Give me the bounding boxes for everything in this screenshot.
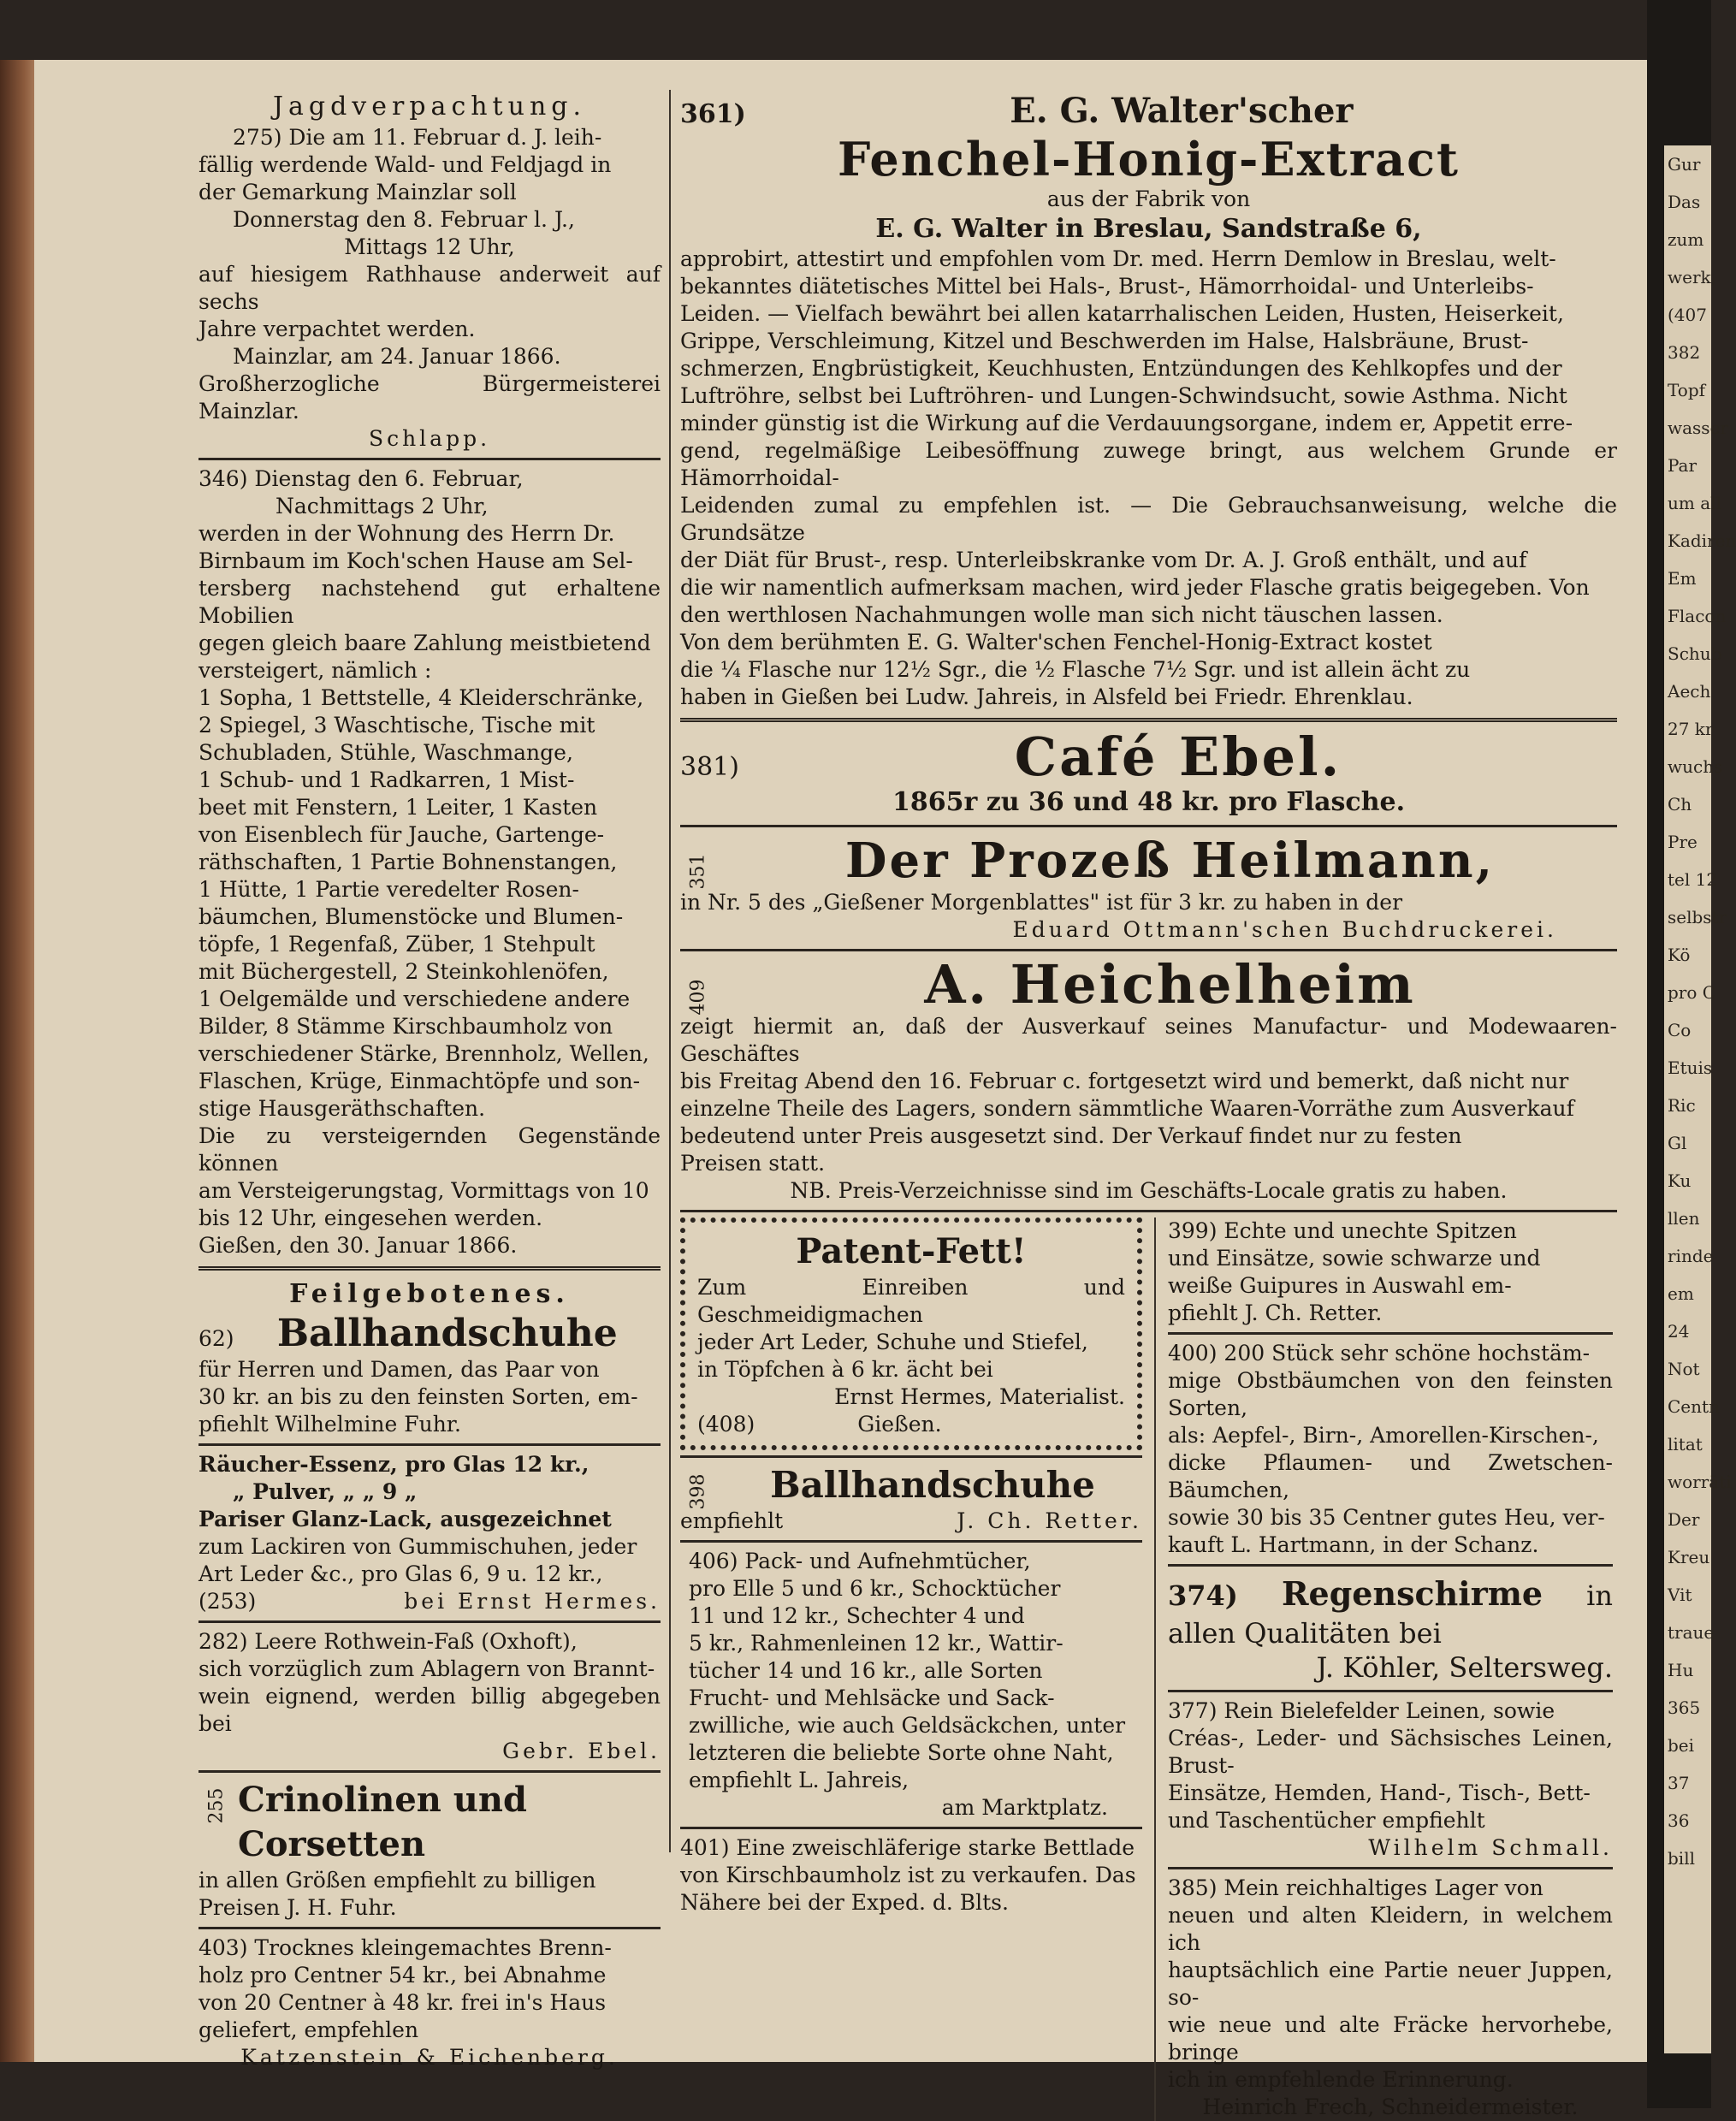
feil-title: Feilgebotenes. <box>289 1279 570 1309</box>
walter-ad <box>680 90 1617 711</box>
signature: Heinrich Frech, Schneidermeister. <box>1202 2094 1579 2119</box>
edge-fragment: Kreu <box>1668 1547 1710 1567</box>
text-line: von Eisenblech für Jauche, Gartenge- <box>198 822 605 847</box>
divider <box>680 1827 1142 1829</box>
text-line: den werthlosen Nachahmungen wolle man sich nicht täuschen lassen. <box>680 602 1443 627</box>
ad-number: 374) <box>1168 1579 1238 1612</box>
crinolinen-ad <box>198 1778 661 1922</box>
text-line: Nähere bei der Exped. d. Blts. <box>680 1890 1009 1915</box>
left-column <box>198 90 661 2071</box>
text-line: pfiehlt J. Ch. Retter. <box>1168 1300 1383 1325</box>
edge-fragment: Das <box>1668 192 1701 212</box>
text-line: in Nr. 5 des „Gießener Morgenblattes" ist für 3 kr. zu haben in der <box>680 890 1403 915</box>
text-line: empfiehlt <box>680 1508 784 1533</box>
text-line: Donnerstag den 8. Februar l. J., <box>233 207 575 232</box>
text-line: E. G. Walter in Breslau, Sandstraße 6, <box>875 214 1422 244</box>
edge-fragment: 365 <box>1668 1697 1701 1718</box>
text-line: Nachmittags 2 Uhr, <box>276 494 489 518</box>
text-line: werden in der Wohnung des Herrn Dr. <box>198 521 615 546</box>
text-line: 1 Sopha, 1 Bettstelle, 4 Kleiderschränke, <box>198 685 644 710</box>
divider <box>1168 1332 1613 1335</box>
ballhandschuhe-ad <box>680 1463 1142 1535</box>
ad-headline: Regenschirme <box>1281 1574 1543 1613</box>
signature: empfiehlt L. Jahreis, <box>689 1768 909 1792</box>
text-line: Grippe, Verschleimung, Kitzel und Beschwerden im Halse, Halsbräune, Brust- <box>680 329 1529 353</box>
text-line: pfiehlt Wilhelmine Fuhr. <box>198 1412 461 1437</box>
text-line: beet mit Fenstern, 1 Leiter, 1 Kasten <box>198 795 598 820</box>
text-line: wein eignend, werden billig abgegeben bei <box>198 1684 661 1736</box>
ad-headline: Der Prozeß Heilmann, <box>844 832 1496 889</box>
divider <box>198 458 661 460</box>
text-line: weiße Guipures in Auswahl em- <box>1168 1273 1512 1298</box>
text-line: töpfe, 1 Regenfaß, Züber, 1 Stehpult <box>198 932 595 957</box>
edge-fragment: Ku <box>1668 1170 1692 1191</box>
text-line: Pariser Glanz-Lack, ausgezeichnet <box>198 1507 612 1532</box>
ad-number: 351 <box>687 853 709 890</box>
text-line: Von dem berühmten E. G. Walter'schen Fenchel-Honig-Extract kostet <box>680 630 1432 655</box>
text-line: holz pro Centner 54 kr., bei Abnahme <box>198 1963 607 1988</box>
sub-column-right <box>1154 1218 1613 2121</box>
text-line: bis 12 Uhr, eingesehen werden. <box>198 1206 543 1230</box>
divider <box>198 1927 661 1929</box>
edge-fragment: Ric <box>1668 1095 1696 1116</box>
text-line: tücher 14 und 16 kr., alle Sorten <box>689 1658 1043 1683</box>
text-line: NB. Preis-Verzeichnisse sind im Geschäfts-Locale gratis zu haben. <box>790 1178 1508 1203</box>
divider <box>680 825 1617 827</box>
text-line: die ¼ Flasche nur 12½ Sgr., die ½ Flasche 7½ Sgr. und ist allein ächt zu <box>680 657 1471 682</box>
text-line: tersberg nachstehend gut erhaltene Mobilien <box>198 576 661 628</box>
text-line: 1 Hütte, 1 Partie veredelter Rosen- <box>198 877 579 902</box>
text-line: Preisen J. H. Fuhr. <box>198 1895 397 1920</box>
edge-fragment: wuchs <box>1668 756 1723 777</box>
text-line: zwilliche, wie auch Geldsäckchen, unter <box>689 1713 1126 1738</box>
edge-fragment: tel 12 <box>1668 869 1718 890</box>
text-line: geliefert, empfehlen <box>198 2017 419 2042</box>
text-line: sowie 30 bis 35 Centner gutes Heu, ver- <box>1168 1505 1605 1530</box>
text-line: versteigert, nämlich : <box>198 658 432 683</box>
text-line: räthschaften, 1 Partie Bohnenstangen, <box>198 850 618 874</box>
text-line: Die zu versteigernden Gegenstände können <box>198 1123 661 1176</box>
ad-number: 361) <box>680 99 746 129</box>
edge-fragment: bei <box>1668 1735 1695 1756</box>
text-line: Ernst Hermes, Materialist. <box>834 1384 1125 1409</box>
text-line: 2 Spiegel, 3 Waschtische, Tische mit <box>198 713 595 738</box>
text-line: kauft L. Hartmann, in der Schanz. <box>1168 1532 1539 1557</box>
text-line: Einsätze, Hemden, Hand-, Tisch-, Bett- <box>1168 1780 1591 1805</box>
text-line: von 20 Centner à 48 kr. frei in's Haus <box>198 1990 607 2015</box>
text-line: bis Freitag Abend den 16. Februar c. fortgesetzt wird und bemerkt, daß nicht nur <box>680 1069 1569 1093</box>
kleider-ad <box>1168 1875 1613 2121</box>
edge-fragment: Co <box>1668 1020 1692 1040</box>
edge-fragment: Gl <box>1668 1133 1687 1153</box>
edge-fragment: werk, <box>1668 267 1716 287</box>
bettlade-ad <box>680 1834 1142 1917</box>
right-column <box>680 90 1617 2121</box>
text-line: Mainzlar, am 24. Januar 1866. <box>233 344 561 369</box>
edge-fragment: 37 <box>1668 1773 1690 1793</box>
edge-fragment: Etuis <box>1668 1058 1713 1078</box>
signature: am Marktplatz. <box>941 1795 1108 1820</box>
prozess-ad <box>680 832 1617 944</box>
text-line: minder günstig ist die Wirkung auf die Verdauungsorgane, indem er, Appetit erre- <box>680 411 1573 435</box>
text-line: Preisen statt. <box>680 1151 826 1176</box>
edge-fragment: Not <box>1668 1359 1700 1379</box>
edge-fragment: um all <box>1668 493 1721 513</box>
divider <box>680 1540 1142 1543</box>
divider <box>680 1455 1142 1458</box>
text-line: Bilder, 8 Stämme Kirschbaumholz von <box>198 1014 613 1039</box>
edge-fragment: 382 <box>1668 342 1701 363</box>
signature: Eduard Ottmann'schen Buchdruckerei. <box>1012 917 1557 942</box>
leinen-ad <box>1168 1697 1613 1862</box>
ad-number: 62) <box>198 1326 234 1351</box>
text-line: Leiden. — Vielfach bewährt bei allen katarrhalischen Leiden, Husten, Heiserkeit, <box>680 301 1564 326</box>
text-line: 1 Schub- und 1 Radkarren, 1 Mist- <box>198 767 575 792</box>
text-line: bedeutend unter Preis ausgesetzt sind. Der Verkauf findet nur zu festen <box>680 1123 1462 1148</box>
text-line: Schubladen, Stühle, Waschmange, <box>198 740 573 765</box>
text-line: gend, regelmäßige Leibesöffnung zuwege bringt, aus welchem Grunde er Hämorrhoidal- <box>680 438 1617 490</box>
text-line: der Diät für Brust-, resp. Unterleibskranke vom Dr. A. J. Groß enthält, und auf <box>680 548 1527 572</box>
text-line: wie neue und alte Fräcke hervorhebe, bringe <box>1168 2012 1613 2065</box>
text-line: bekanntes diätetisches Mittel bei Hals-, Brust-, Hämorrhoidal- und Unterleibs- <box>680 274 1534 299</box>
text-line: am Versteigerungstag, Vormittags von 10 <box>198 1178 649 1203</box>
ad-number: 381) <box>680 752 739 782</box>
edge-fragment: bill <box>1668 1848 1695 1869</box>
text-line: jeder Art Leder, Schuhe und Stiefel, <box>697 1330 1088 1354</box>
text-line: für Herren und Damen, das Paar von <box>198 1357 600 1382</box>
signature: bei Ernst Hermes. <box>404 1589 661 1614</box>
text-line: Jahre verpachtet werden. <box>198 317 476 341</box>
edge-fragment: llen <box>1668 1208 1700 1229</box>
text-line: aus der Fabrik von <box>1046 187 1251 211</box>
holz-ad <box>198 1934 661 2071</box>
text-line: Flaschen, Krüge, Einmachtöpfe und son- <box>198 1069 641 1093</box>
auction-ad <box>198 465 661 1259</box>
divider <box>680 949 1617 951</box>
ad-brand: E. G. Walter'scher <box>1010 91 1354 131</box>
text-line: approbirt, attestirt und empfohlen vom Dr. med. Herrn Demlow in Breslau, welt- <box>680 246 1556 271</box>
ad-headline: Ballhandschuhe <box>770 1464 1095 1506</box>
edge-fragment: Topf <box>1668 380 1706 400</box>
feil-section <box>198 1277 661 1438</box>
signature: Gebr. Ebel. <box>502 1739 661 1763</box>
edge-fragment: 27 kr <box>1668 719 1714 739</box>
text-line: stige Hausgeräthschaften. <box>198 1096 486 1121</box>
column-divider <box>669 90 671 1852</box>
edge-fragment: traue <box>1668 1622 1715 1643</box>
text-line: von Kirschbaumholz ist zu verkaufen. Das <box>680 1863 1136 1887</box>
ad-number: (253) <box>198 1589 257 1614</box>
divider <box>198 1770 661 1773</box>
text-line: bäumchen, Blumenstöcke und Blumen- <box>198 904 624 929</box>
text-line: neuen und alten Kleidern, in welchem ich <box>1168 1903 1613 1955</box>
text-line: 403) Trocknes kleingemachtes Brenn- <box>198 1935 612 1960</box>
text-line: 346) Dienstag den 6. Februar, <box>198 466 524 491</box>
text-line: „ Pulver, „ „ 9 „ <box>233 1479 418 1504</box>
edge-fragment: Hu <box>1668 1660 1694 1680</box>
jagd-title: Jagdverpachtung. <box>272 92 586 121</box>
text-line: ich in empfehlende Erinnerung. <box>1168 2067 1514 2092</box>
text-line: 275) Die am 11. Februar d. J. leih- <box>233 125 602 150</box>
text-line: pro Elle 5 und 6 kr., Schocktücher <box>689 1576 1061 1601</box>
ad-number: 255 <box>205 1787 228 1824</box>
next-page-edge <box>1664 145 1736 2053</box>
text-line: 385) Mein reichhaltiges Lager von <box>1168 1875 1543 1900</box>
text-line: der Gemarkung Mainzlar soll <box>198 180 517 204</box>
edge-fragment: Centn <box>1668 1396 1720 1417</box>
text-line: 377) Rein Bielefelder Leinen, sowie <box>1168 1698 1555 1723</box>
signature: J. Ch. Retter. <box>957 1508 1142 1533</box>
wein-ad <box>198 1628 661 1765</box>
jagd-ad <box>198 90 661 453</box>
edge-fragment: wasser <box>1668 418 1728 438</box>
text-line: und Taschentücher empfiehlt <box>1168 1808 1485 1833</box>
divider <box>1168 1867 1613 1869</box>
ad-headline: Ballhandschuhe <box>276 1312 618 1355</box>
edge-fragment: zum <box>1668 229 1704 250</box>
text-line: Gießen. <box>857 1412 942 1437</box>
edge-fragment: em <box>1668 1283 1694 1304</box>
text-line: in allen Größen empfiehlt zu billigen <box>198 1868 596 1893</box>
text-line: dicke Pflaumen- und Zwetschen-Bäumchen, <box>1168 1450 1613 1502</box>
edge-fragment: Par <box>1668 455 1697 476</box>
text-line: Mittags 12 Uhr, <box>344 234 515 259</box>
ad-headline: A. Heichelheim <box>924 953 1416 1016</box>
text-line: sich vorzüglich zum Ablagern von Brannt- <box>198 1656 655 1681</box>
spitzen-ad <box>1168 1218 1613 1327</box>
edge-fragment: Aech <box>1668 681 1711 702</box>
edge-fragment: Schub <box>1668 643 1722 664</box>
divider <box>680 1210 1617 1212</box>
ad-number: (408) <box>697 1412 755 1437</box>
text-line: als: Aepfel-, Birn-, Amorellen-Kirschen-, <box>1168 1423 1599 1448</box>
text-line: 1865r zu 36 und 48 kr. pro Flasche. <box>892 787 1406 817</box>
text-line: schmerzen, Engbrüstigkeit, Keuchhusten, Entzündungen des Kehlkopfes und der <box>680 356 1562 381</box>
schirme-ad <box>1168 1572 1613 1685</box>
text-line: mit Büchergestell, 2 Steinkohlenöfen, <box>198 959 609 984</box>
divider <box>1168 1564 1613 1567</box>
text-line: einzelne Theile des Lagers, sondern sämmtliche Waaren-Vorräthe zum Ausverkauf <box>680 1096 1574 1121</box>
text-line: 11 und 12 kr., Schechter 4 und <box>689 1603 1025 1628</box>
edge-fragment: pro C <box>1668 982 1716 1003</box>
divider <box>198 1266 661 1271</box>
edge-fragment: 24 <box>1668 1321 1690 1342</box>
divider <box>680 718 1617 722</box>
text-line: verschiedener Stärke, Brennholz, Wellen, <box>198 1041 649 1066</box>
heichelheim-ad <box>680 953 1617 1205</box>
edge-fragment: Der <box>1668 1509 1700 1530</box>
edge-fragment: 36 <box>1668 1810 1690 1831</box>
edge-fragment: rinde <box>1668 1246 1714 1266</box>
text-line: Gießen, den 30. Januar 1866. <box>198 1233 518 1258</box>
text-line: in <box>1586 1579 1613 1612</box>
raucher-ad <box>198 1451 661 1615</box>
ad-headline: Fenchel-Honig-Extract <box>838 132 1460 187</box>
text-line: zeigt hiermit an, daß der Ausverkauf seines Manufactur- und Modewaaren-Geschäftes <box>680 1014 1617 1066</box>
text-line: Räucher-Essenz, pro Glas 12 kr., <box>198 1452 590 1477</box>
ad-headline: Patent-Fett! <box>796 1231 1027 1271</box>
edge-fragment: Vit <box>1668 1585 1692 1605</box>
text-line: in Töpfchen à 6 kr. ächt bei <box>697 1357 993 1382</box>
signature: Wilhelm Schmall. <box>1368 1835 1613 1860</box>
text-line: die wir namentlich aufmerksam machen, wird jeder Flasche gratis beigegeben. Von <box>680 575 1590 600</box>
cafe-ad <box>680 726 1617 820</box>
text-line: Leidenden zumal zu empfehlen ist. — Die Gebrauchsanweisung, welche die Grundsätze <box>680 493 1617 545</box>
text-line: Großherzogliche Bürgermeisterei Mainzlar. <box>198 371 661 424</box>
edge-fragment: Pre <box>1668 832 1697 852</box>
edge-fragment: selbstr <box>1668 907 1727 927</box>
ad-headline: Crinolinen und Corsetten <box>238 1780 527 1864</box>
tuecher-ad <box>680 1548 1142 1822</box>
edge-fragment: Gur <box>1668 154 1701 175</box>
signature: J. Köhler, Seltersweg. <box>1316 1651 1613 1684</box>
text-line: fällig werdende Wald- und Feldjagd in <box>198 152 612 177</box>
text-line: Birnbaum im Koch'schen Hause am Sel- <box>198 548 633 573</box>
edge-fragment: Kadiren <box>1668 530 1736 551</box>
text-line: haben in Gießen bei Ludw. Jahreis, in Alsfeld bei Friedr. Ehrenklau. <box>680 684 1413 709</box>
text-line: Créas-, Leder- und Sächsisches Leinen, Brust- <box>1168 1726 1613 1778</box>
edge-fragment: worräti <box>1668 1472 1732 1492</box>
ad-number: 398 <box>687 1473 709 1510</box>
sub-column-left <box>680 1218 1142 2121</box>
edge-fragment: Ch <box>1668 794 1692 815</box>
signature: Schlapp. <box>368 426 491 451</box>
text-line: 399) Echte und unechte Spitzen <box>1168 1218 1517 1243</box>
text-line: 1 Oelgemälde und verschiedene andere <box>198 986 631 1011</box>
text-line: und Einsätze, sowie schwarze und <box>1168 1246 1541 1271</box>
text-line: hauptsächlich eine Partie neuer Juppen, so- <box>1168 1958 1613 2010</box>
text-line: zum Lackiren von Gummischuhen, jeder <box>198 1534 637 1559</box>
text-line: 282) Leere Rothwein-Faß (Oxhoft), <box>198 1629 578 1654</box>
text-line: 401) Eine zweischläferige starke Bettlade <box>680 1835 1135 1860</box>
text-line: letzteren die beliebte Sorte ohne Naht, <box>689 1740 1114 1765</box>
edge-fragment: Kö <box>1668 945 1691 965</box>
text-line: 5 kr., Rahmenleinen 12 kr., Wattir- <box>689 1631 1064 1656</box>
baeume-ad <box>1168 1340 1613 1559</box>
text-line: gegen gleich baare Zahlung meistbietend <box>198 631 651 655</box>
text-line: Art Leder &c., pro Glas 6, 9 u. 12 kr., <box>198 1561 603 1586</box>
text-line: Frucht- und Mehlsäcke und Sack- <box>689 1686 1055 1710</box>
divider <box>198 1620 661 1623</box>
text-line: 400) 200 Stück sehr schöne hochstäm- <box>1168 1341 1591 1366</box>
edge-fragment: (407 <box>1668 305 1707 325</box>
text-line: 406) Pack- und Aufnehmtücher, <box>689 1549 1031 1573</box>
text-line: Luftröhre, selbst bei Luftröhren- und Lungen-Schwindsucht, sowie Asthma. Nicht <box>680 383 1567 408</box>
edge-fragment: Flacon <box>1668 606 1727 626</box>
text-line: mige Obstbäumchen von den feinsten Sorten, <box>1168 1368 1613 1420</box>
divider <box>1168 1690 1613 1692</box>
text-line: Zum Einreiben und Geschmeidigmachen <box>697 1275 1125 1327</box>
edge-fragment: litat <box>1668 1434 1703 1454</box>
ad-number: 409 <box>687 979 709 1016</box>
divider <box>198 1443 661 1446</box>
text-line: auf hiesigem Rathhause anderweit auf sechs <box>198 262 661 314</box>
patent-fett-ad <box>680 1218 1142 1450</box>
signature: Katzenstein & Eichenberg. <box>240 2045 619 2070</box>
ad-headline: Café Ebel. <box>1014 726 1342 788</box>
edge-fragment: Em <box>1668 568 1697 589</box>
text-line: allen Qualitäten bei <box>1168 1617 1442 1650</box>
text-line: 30 kr. an bis zu den feinsten Sorten, em- <box>198 1384 638 1409</box>
